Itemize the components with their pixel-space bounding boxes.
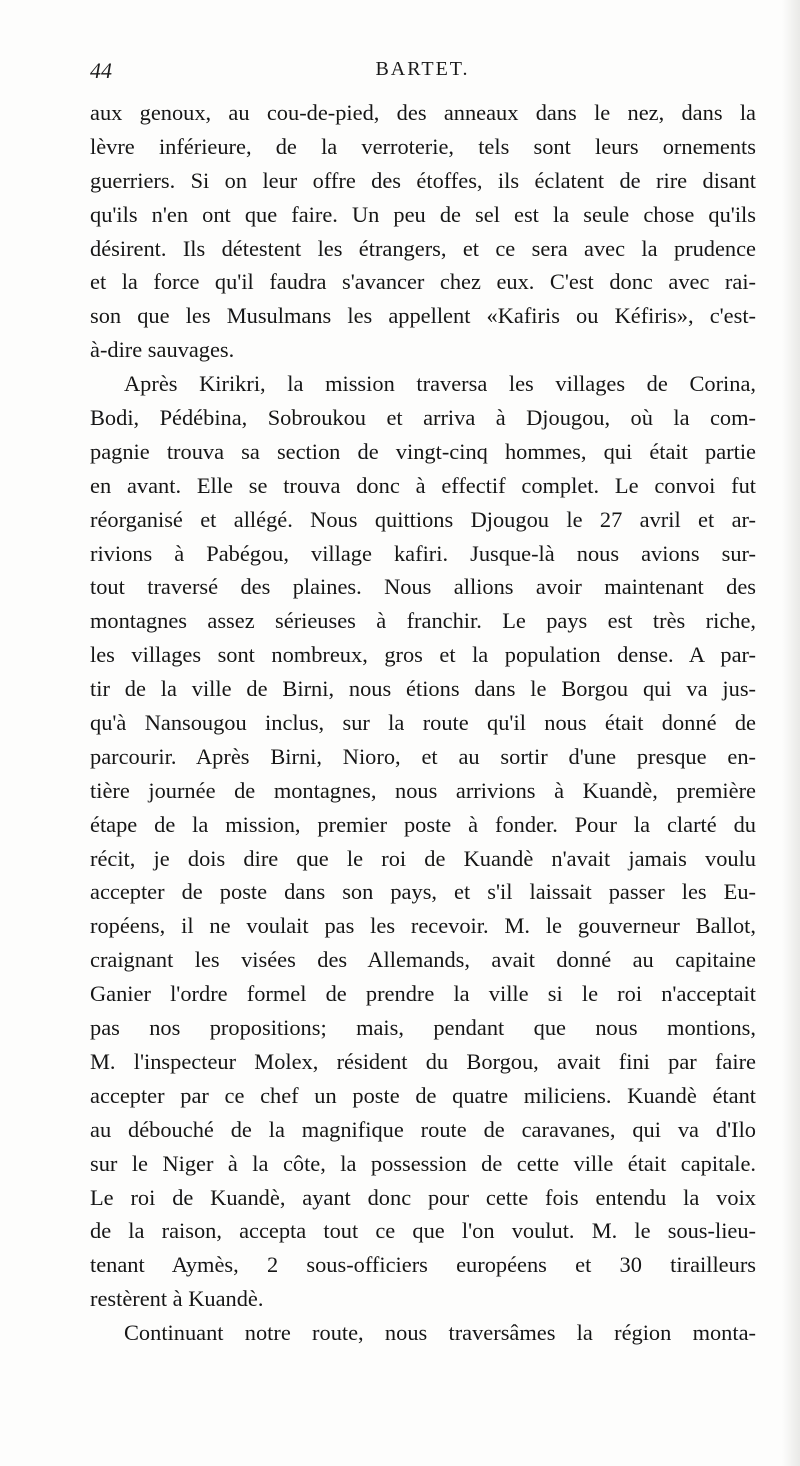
- page-header: [90, 58, 755, 88]
- text-line: accepter par ce chef un poste de quatre miliciens. Kuandè étant: [90, 1082, 756, 1108]
- text-line: rivions à Pabégou, village kafiri. Jusque-là nous avions sur-: [90, 540, 756, 566]
- text-line: Le roi de Kuandè, ayant donc pour cette fois entendu la voix: [90, 1184, 756, 1210]
- text-line: désirent. Ils détestent les étrangers, et ce sera avec la prudence: [90, 235, 756, 261]
- page-edge-shadow: [782, 0, 800, 1466]
- text-line: les villages sont nombreux, gros et la population dense. A par-: [90, 642, 756, 668]
- text-line: M. l'inspecteur Molex, résident du Borgou, avait fini par faire: [90, 1048, 756, 1074]
- text-line: Ganier l'ordre formel de prendre la ville si le roi n'acceptait: [90, 981, 756, 1007]
- text-line: en avant. Elle se trouva donc à effectif complet. Le convoi fut: [90, 472, 756, 498]
- text-line: tenant Aymès, 2 sous-officiers européens et 30 tirailleurs: [90, 1252, 756, 1278]
- text-line: parcourir. Après Birni, Nioro, et au sortir d'une presque en-: [90, 743, 756, 769]
- text-line: étape de la mission, premier poste à fonder. Pour la clarté du: [90, 811, 756, 837]
- text-line: au débouché de la magnifique route de caravanes, qui va d'Ilo: [90, 1116, 756, 1142]
- text-line: lèvre inférieure, de la verroterie, tels sont leurs ornements: [90, 133, 756, 159]
- text-line: ropéens, il ne voulait pas les recevoir. M. le gouverneur Ballot,: [90, 913, 756, 939]
- text-line: craignant les visées des Allemands, avait donné au capitaine: [90, 947, 756, 973]
- text-line: de la raison, accepta tout ce que l'on voulut. M. le sous-lieu-: [90, 1218, 756, 1244]
- text-line: Bodi, Pédébina, Sobroukou et arriva à Djougou, où la com-: [90, 405, 756, 431]
- text-line: tière journée de montagnes, nous arrivions à Kuandè, première: [90, 777, 756, 803]
- text-line: son que les Musulmans les appellent «Kafiris ou Kéfiris», c'est-: [90, 303, 756, 329]
- text-line: à-dire sauvages.: [90, 337, 235, 363]
- text-line: montagnes assez sérieuses à franchir. Le pays est très riche,: [90, 608, 756, 634]
- text-line: aux genoux, au cou-de-pied, des anneaux dans le nez, dans la: [90, 100, 756, 125]
- running-head: BARTET.: [375, 58, 470, 80]
- text-line: restèrent à Kuandè.: [90, 1286, 264, 1312]
- text-line: tout traversé des plaines. Nous allions avoir maintenant des: [90, 574, 756, 600]
- page-number: 44: [90, 58, 112, 83]
- text-line: qu'ils n'en ont que faire. Un peu de sel est la seule chose qu'ils: [90, 201, 756, 227]
- text-line: réorganisé et allégé. Nous quittions Djougou le 27 avril et ar-: [90, 506, 756, 532]
- text-line: pagnie trouva sa section de vingt-cinq hommes, qui était partie: [90, 438, 756, 464]
- text-line: pas nos propositions; mais, pendant que nous montions,: [90, 1015, 756, 1041]
- text-line: Après Kirikri, la mission traversa les villages de Corina,: [124, 371, 756, 397]
- text-line: Continuant notre route, nous traversâmes la région monta-: [124, 1320, 756, 1346]
- text-line: accepter de poste dans son pays, et s'il laissait passer les Eu-: [90, 879, 756, 905]
- body-text: [90, 96, 756, 1350]
- text-line: guerriers. Si on leur offre des étoffes, ils éclatent de rire disant: [90, 167, 756, 193]
- text-line: récit, je dois dire que le roi de Kuandè n'avait jamais voulu: [90, 845, 756, 871]
- text-line: qu'à Nansougou inclus, sur la route qu'il nous était donné de: [90, 710, 756, 736]
- text-line: et la force qu'il faudra s'avancer chez eux. C'est donc avec rai-: [90, 269, 756, 295]
- text-line: sur le Niger à la côte, la possession de cette ville était capitale.: [90, 1150, 756, 1176]
- text-line: tir de la ville de Birni, nous étions dans le Borgou qui va jus-: [90, 676, 756, 702]
